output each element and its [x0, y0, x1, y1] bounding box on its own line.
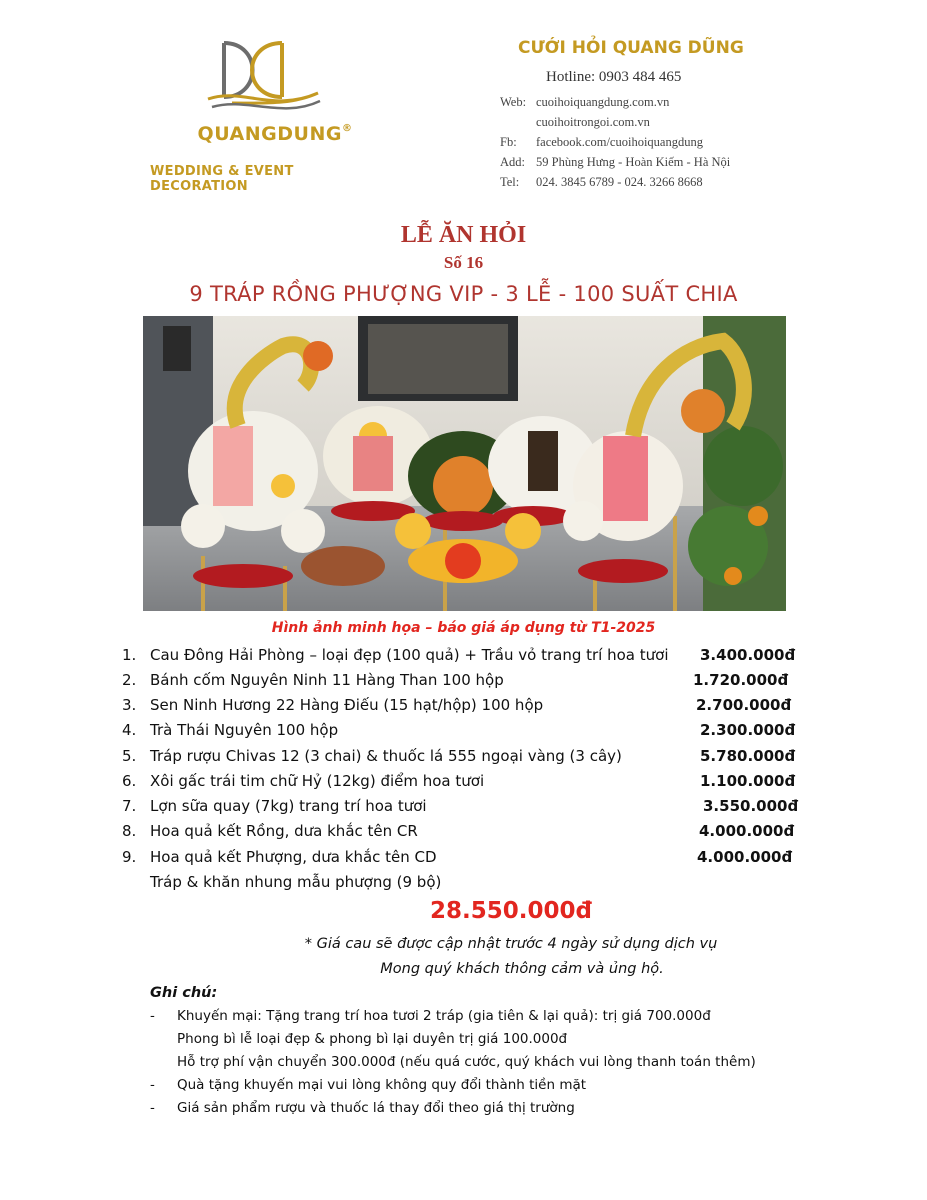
item-price: 1.720.000đ — [693, 671, 789, 689]
tel-row: Tel: 024. 3845 6789 - 024. 3266 8668 — [500, 175, 703, 189]
item-price: 5.780.000đ — [700, 747, 796, 765]
note-shipping: Hỗ trợ phí vận chuyển 300.000đ (nếu quá cước, quý khách vui lòng thanh toán thêm) — [177, 1054, 756, 1070]
extra-item: Tráp & khăn nhung mẫu phượng (9 bộ) — [150, 873, 442, 891]
note-envelope: Phong bì lễ loại đẹp & phong bì lại duyên trị giá 100.000đ — [177, 1031, 568, 1047]
photo-caption: Hình ảnh minh họa – báo giá áp dụng từ T1-2025 — [271, 620, 656, 636]
package-name: 9 TRÁP RỒNG PHƯỢNG VIP - 3 LỄ - 100 SUẤT CHIA — [189, 282, 738, 306]
item-price: 1.100.000đ — [700, 772, 796, 790]
logo-emblem-icon — [202, 35, 332, 125]
bullet-dash: - — [150, 1008, 155, 1024]
address-row: Add: 59 Phùng Hưng - Hoàn Kiếm - Hà Nội — [500, 155, 731, 169]
hotline: Hotline: 0903 484 465 — [546, 69, 682, 85]
item-price: 3.550.000đ — [703, 797, 799, 815]
item-price: 4.000.000đ — [697, 848, 793, 866]
company-name: CƯỚI HỎI QUANG DŨNG — [518, 38, 744, 58]
page-title: LỄ ĂN HỎI — [400, 222, 527, 248]
total-price: 28.550.000đ — [430, 898, 592, 924]
item-price: 2.300.000đ — [700, 721, 796, 739]
company-logo — [150, 35, 370, 194]
bullet-dash: - — [150, 1077, 155, 1093]
item-price: 3.400.000đ — [700, 646, 796, 664]
brand-name: QUANGDUNG® — [197, 123, 353, 145]
note-promotion: Khuyến mại: Tặng trang trí hoa tươi 2 tráp (gia tiên & lại quả): trị giá 700.000đ — [177, 1008, 711, 1024]
web-row: Web: cuoihoiquangdung.com.vn — [500, 95, 670, 109]
bullet-dash: - — [150, 1100, 155, 1116]
item-price: 2.700.000đ — [696, 696, 792, 714]
package-number: Số 16 — [443, 253, 484, 272]
note-gift: Quà tặng khuyến mại vui lòng không quy đổi thành tiền mặt — [177, 1077, 587, 1093]
note-market-price: Giá sản phẩm rượu và thuốc lá thay đổi theo giá thị trường — [177, 1100, 575, 1116]
notes-title: Ghi chú: — [150, 985, 218, 1001]
web-link-1[interactable]: cuoihoiquangdung.com.vn — [536, 95, 670, 109]
brand-tagline: WEDDING & EVENT DECORATION — [150, 164, 294, 194]
price-note: * Giá cau sẽ được cập nhật trước 4 ngày sử dụng dịch vụ — [304, 936, 718, 952]
facebook-link[interactable]: facebook.com/cuoihoiquangdung — [536, 135, 703, 149]
thanks-note: Mong quý khách thông cảm và ủng hộ. — [380, 961, 664, 977]
web-link-2[interactable]: cuoihoitrongoi.com.vn — [536, 115, 650, 129]
item-price: 4.000.000đ — [699, 822, 795, 840]
facebook-row: Fb: facebook.com/cuoihoiquangdung — [500, 135, 703, 149]
web-row-2 — [500, 115, 650, 130]
product-photo — [143, 316, 786, 611]
